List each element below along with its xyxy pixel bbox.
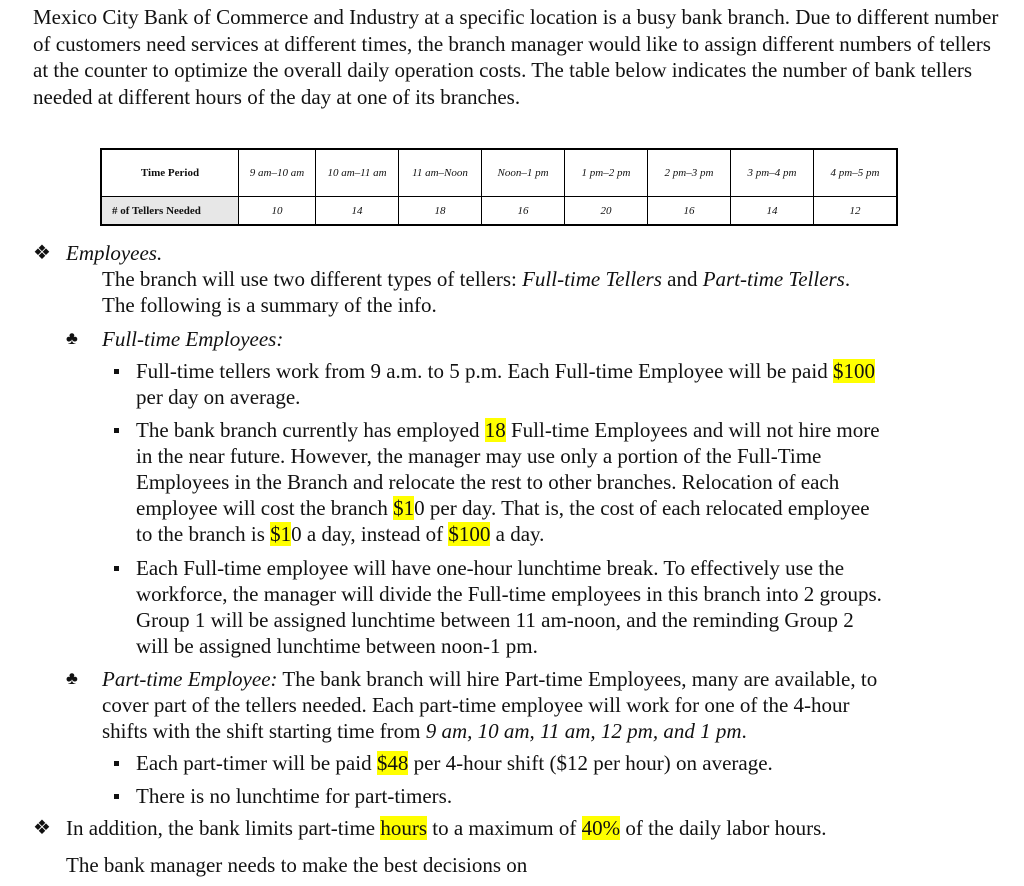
fulltime-bullet1-line1: Full-time tellers work from 9 a.m. to 5 p.m. Each Full-time Employee will be paid $100: [136, 359, 875, 383]
square-bullet-icon: [114, 761, 119, 766]
tellers-cell: 16: [648, 197, 731, 226]
tellers-needed-table: [100, 148, 898, 226]
fulltime-bullet1-line2: per day on average.: [136, 385, 301, 409]
fulltime-bullet2-line1: The bank branch currently has employed 18 Full-time Employees and will not hire more: [136, 418, 880, 442]
fulltime-bullet3-line4: will be assigned lunchtime between noon-1 pm.: [136, 634, 538, 658]
employees-summary-line1: The branch will use two different types of tellers: Full-time Tellers and Part-time Tellers.: [102, 267, 851, 291]
club-bullet-icon: ♣: [66, 328, 78, 348]
fulltime-bullet2-line2: in the near future. However, the manager may use only a portion of the Full-Time: [136, 444, 822, 468]
fulltime-bullet2-line4: employee will cost the branch $10 per day. That is, the cost of each relocated employee: [136, 496, 870, 520]
period-cell: 2 pm–3 pm: [648, 149, 731, 197]
fulltime-bullet3-line1: Each Full-time employee will have one-hour lunchtime break. To effectively use the: [136, 556, 845, 580]
four-diamond-bullet-icon: ❖: [33, 817, 51, 839]
fulltime-bullet3-line2: workforce, the manager will divide the Full-time employees in this branch into 2 groups.: [136, 582, 882, 606]
time-period-header: Time Period: [101, 149, 239, 197]
four-diamond-bullet-icon: ❖: [33, 242, 51, 264]
square-bullet-icon: [114, 428, 119, 433]
period-cell: 9 am–10 am: [239, 149, 316, 197]
club-bullet-icon: ♣: [66, 668, 78, 688]
table-row: [101, 197, 897, 226]
tellers-cell: 16: [482, 197, 565, 226]
employees-summary-line2: The following is a summary of the info.: [102, 293, 437, 317]
tellers-cell: 14: [731, 197, 814, 226]
fulltime-heading: Full-time Employees:: [102, 327, 284, 351]
parttime-line1: Part-time Employee: The bank branch will hire Part-time Employees, many are available, to: [102, 667, 878, 691]
fulltime-bullet2-line5: to the branch is $10 a day, instead of $100 a day.: [136, 522, 545, 546]
period-cell: 4 pm–5 pm: [814, 149, 898, 197]
square-bullet-icon: [114, 566, 119, 571]
tellers-cell: 10: [239, 197, 316, 226]
addition-line: In addition, the bank limits part-time hours to a maximum of 40% of the daily labor hours.: [66, 816, 827, 840]
intro-paragraph: Mexico City Bank of Commerce and Industry at a specific location is a busy bank branch. Due to different number of customers need services at different times, the branch manager would like to assign different numbers of tellers at the counter to optimize the overall daily operation costs. The table below indicates the number of bank tellers needed at different hours of the day at one of its branches.: [33, 5, 999, 109]
fulltime-bullet2-line3: Employees in the Branch and relocate the rest to other branches. Relocation of each: [136, 470, 840, 494]
period-cell: 1 pm–2 pm: [565, 149, 648, 197]
tellers-cell: 20: [565, 197, 648, 226]
fulltime-bullet3-line3: Group 1 will be assigned lunchtime between 11 am-noon, and the reminding Group 2: [136, 608, 854, 632]
parttime-line3: shifts with the shift starting time from 9 am, 10 am, 11 am, 12 pm, and 1 pm.: [102, 719, 747, 743]
square-bullet-icon: [114, 369, 119, 374]
tellers-cell: 14: [316, 197, 399, 226]
parttime-line2: cover part of the tellers needed. Each part-time employee will work for one of the 4-hour: [102, 693, 850, 717]
employees-heading: Employees.: [66, 241, 163, 265]
tellers-needed-header: # of Tellers Needed: [101, 197, 239, 226]
period-cell: 11 am–Noon: [399, 149, 482, 197]
parttime-bullet1: Each part-timer will be paid $48 per 4-hour shift ($12 per hour) on average.: [136, 751, 773, 775]
period-cell: 10 am–11 am: [316, 149, 399, 197]
tellers-cell: 12: [814, 197, 898, 226]
tellers-cell: 18: [399, 197, 482, 226]
table-row: [101, 149, 897, 197]
square-bullet-icon: [114, 794, 119, 799]
closing-line: The bank manager needs to make the best decisions on: [66, 853, 528, 877]
parttime-bullet2: There is no lunchtime for part-timers.: [136, 784, 453, 808]
period-cell: 3 pm–4 pm: [731, 149, 814, 197]
period-cell: Noon–1 pm: [482, 149, 565, 197]
